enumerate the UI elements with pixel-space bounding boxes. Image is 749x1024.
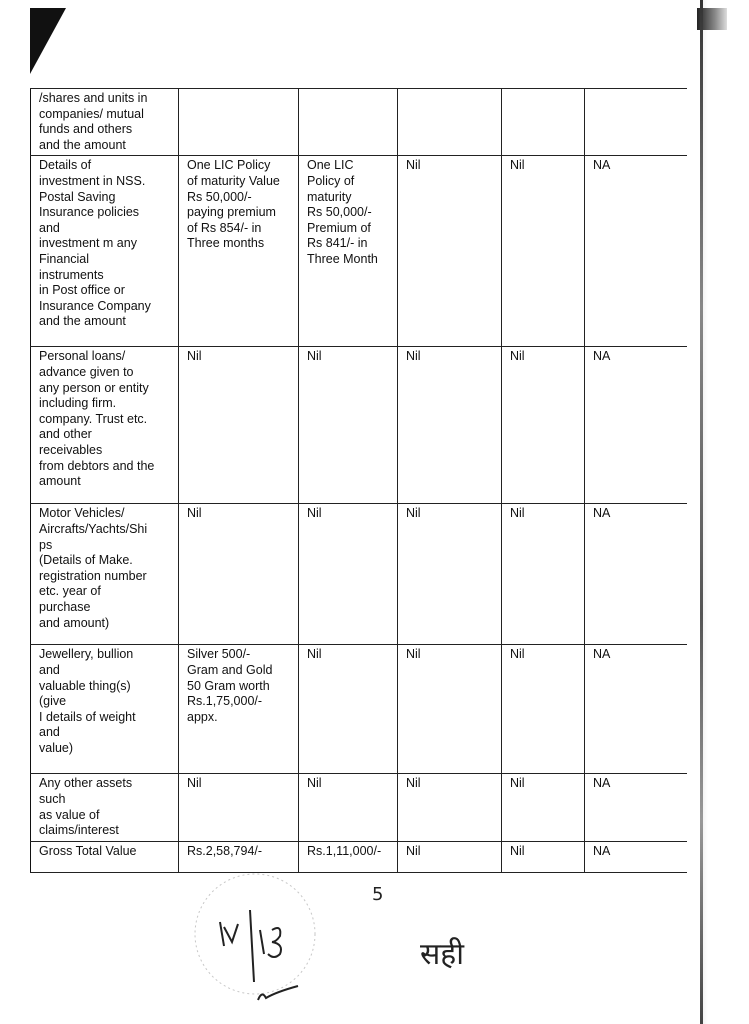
table-cell: Nil — [502, 347, 585, 504]
table-cell: Nil — [502, 504, 585, 645]
table-cell: Nil — [299, 504, 398, 645]
page-number: 5 — [372, 884, 384, 905]
table-cell: Nil — [502, 645, 585, 774]
row-label: Details of investment in NSS. Postal Saving Insurance policies and investment m any Financial instruments in Post office or Insurance Company and the amount — [31, 156, 179, 347]
table-cell — [299, 89, 398, 156]
assets-table — [30, 88, 687, 873]
table-row-gross-total — [31, 841, 687, 872]
table-cell: NA — [585, 504, 687, 645]
table-cell: Nil — [299, 347, 398, 504]
table-cell: Nil — [179, 774, 299, 841]
table-row-personal-loans — [31, 347, 687, 504]
table-cell: Nil — [398, 504, 502, 645]
table-cell: NA — [585, 841, 687, 872]
table-cell: Nil — [299, 645, 398, 774]
table-cell: Nil — [502, 156, 585, 347]
table-cell: Nil — [398, 156, 502, 347]
row-label: Any other assets such as value of claims/interest — [31, 774, 179, 841]
table-cell: Nil — [398, 645, 502, 774]
table-cell: Nil — [502, 774, 585, 841]
row-label: Jewellery, bullion and valuable thing(s) (give I details of weight and value) — [31, 645, 179, 774]
table-row-jewellery — [31, 645, 687, 774]
table-cell: NA — [585, 645, 687, 774]
table-row-motor-vehicles — [31, 504, 687, 645]
corner-mark — [30, 8, 66, 74]
scan-edge — [694, 0, 749, 1024]
table-cell: Nil — [398, 774, 502, 841]
table-cell: Nil — [179, 347, 299, 504]
table-cell — [179, 89, 299, 156]
table-row-other-assets — [31, 774, 687, 841]
table-cell: Nil — [502, 841, 585, 872]
table-row-investments — [31, 156, 687, 347]
row-label: Motor Vehicles/ Aircrafts/Yachts/Shi ps (Details of Make. registration number etc. year of purchase and amount) — [31, 504, 179, 645]
table-cell: Nil — [299, 774, 398, 841]
table-cell: Nil — [398, 841, 502, 872]
table-cell: NA — [585, 347, 687, 504]
table-row-shares — [31, 89, 687, 156]
row-label: /shares and units in companies/ mutual funds and others and the amount — [31, 89, 179, 156]
handwritten-signature — [180, 872, 510, 1022]
table-cell: One LIC Policy of maturity Value Rs 50,000/- paying premium of Rs 854/- in Three months — [179, 156, 299, 347]
row-label: Personal loans/ advance given to any person or entity including firm. company. Trust etc. and other receivables from debtors and the amount — [31, 347, 179, 504]
table-cell: NA — [585, 156, 687, 347]
table-cell: Rs.2,58,794/- — [179, 841, 299, 872]
table-cell — [502, 89, 585, 156]
row-label: Gross Total Value — [31, 841, 179, 872]
signature-text: सही — [420, 937, 464, 972]
table-cell: Nil — [398, 347, 502, 504]
table-cell — [398, 89, 502, 156]
table-cell: NA — [585, 774, 687, 841]
table-cell: Rs.1,11,000/- — [299, 841, 398, 872]
table-cell: Silver 500/- Gram and Gold 50 Gram worth Rs.1,75,000/- appx. — [179, 645, 299, 774]
table-cell: One LIC Policy of maturity Rs 50,000/- Premium of Rs 841/- in Three Month — [299, 156, 398, 347]
table-cell — [585, 89, 687, 156]
table-cell: Nil — [179, 504, 299, 645]
